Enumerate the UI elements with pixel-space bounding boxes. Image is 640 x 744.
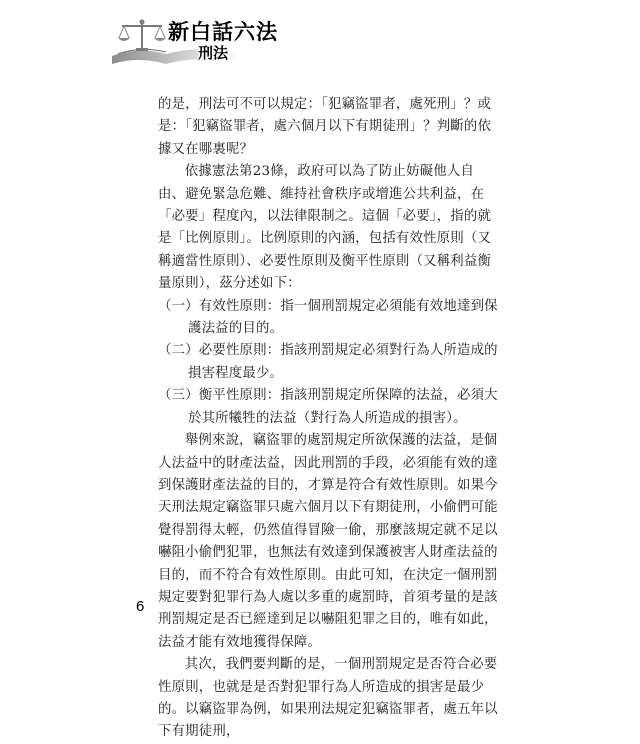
body-paragraph: 的是，刑法可不可以規定：「犯竊盜罪者，處死刑」？或是：「犯竊盜罪者，處六個月以下有期徒刑」？判斷的依據又在哪裏呢？: [158, 97, 492, 157]
page-number: 6: [136, 598, 145, 615]
page-body: [158, 94, 498, 744]
body-paragraph: 其次，我們要判斷的是，一個刑罰規定是否符合必要性原則，也就是是否對犯罪行為人所造成的損害是最少的。以竊盜罪為例，如果刑法規定犯竊盜罪者，處五年以下有期徒刑，: [158, 657, 498, 740]
book-title: 新白話六法: [168, 19, 278, 44]
list-item: （一）有效性原則：指一個刑罰規定必須能有效地達到保護法益的目的。: [158, 298, 498, 337]
list-item: （二）必要性原則：指該刑罰規定必須對行為人所造成的損害程度最少。: [158, 343, 498, 381]
body-paragraph: 依據憲法第23條，政府可以為了防止妨礙他人自由、避免緊急危難、維持社會秩序或增進公共利益，在「必要」程度內，以法律限制之。這個「必要」，指的就是「比例原則」。比例原則的內涵，包括有效性原則（又稱適當性原則）、必要性原則及衡平性原則（又稱利益衡量原則），茲分述如下：: [158, 164, 492, 292]
chapter-label: 刑法: [198, 44, 229, 62]
list-item: （三）衡平性原則：指該刑罰規定所保障的法益，必須大於其所犧牲的法益（對行為人所造成的損害）。: [158, 388, 498, 426]
body-paragraph: 舉例來說，竊盜罪的處罰規定所欲保護的法益，是個人法益中的財產法益，因此刑罰的手段，必須能有效的達到保護財產法益的目的，才算是符合有效性原則。如果今天刑法規定竊盜罪只處六個月以下有期徒刑，小偷們可能覺得罰得太輕，仍然值得冒險一偷，那麼該規定就不足以嚇阻小偷們犯罪，也無法有效達到保護被害人財產法益的目的，而不符合有效性原則。由此可知，在決定一個刑罰規定要對犯罪行為人處以多重的處罰時，首須考量的是該刑罰規定是否已經達到足以嚇阻犯罪之目的，唯有如此，法益才能有效地獲得保障。: [158, 433, 498, 650]
